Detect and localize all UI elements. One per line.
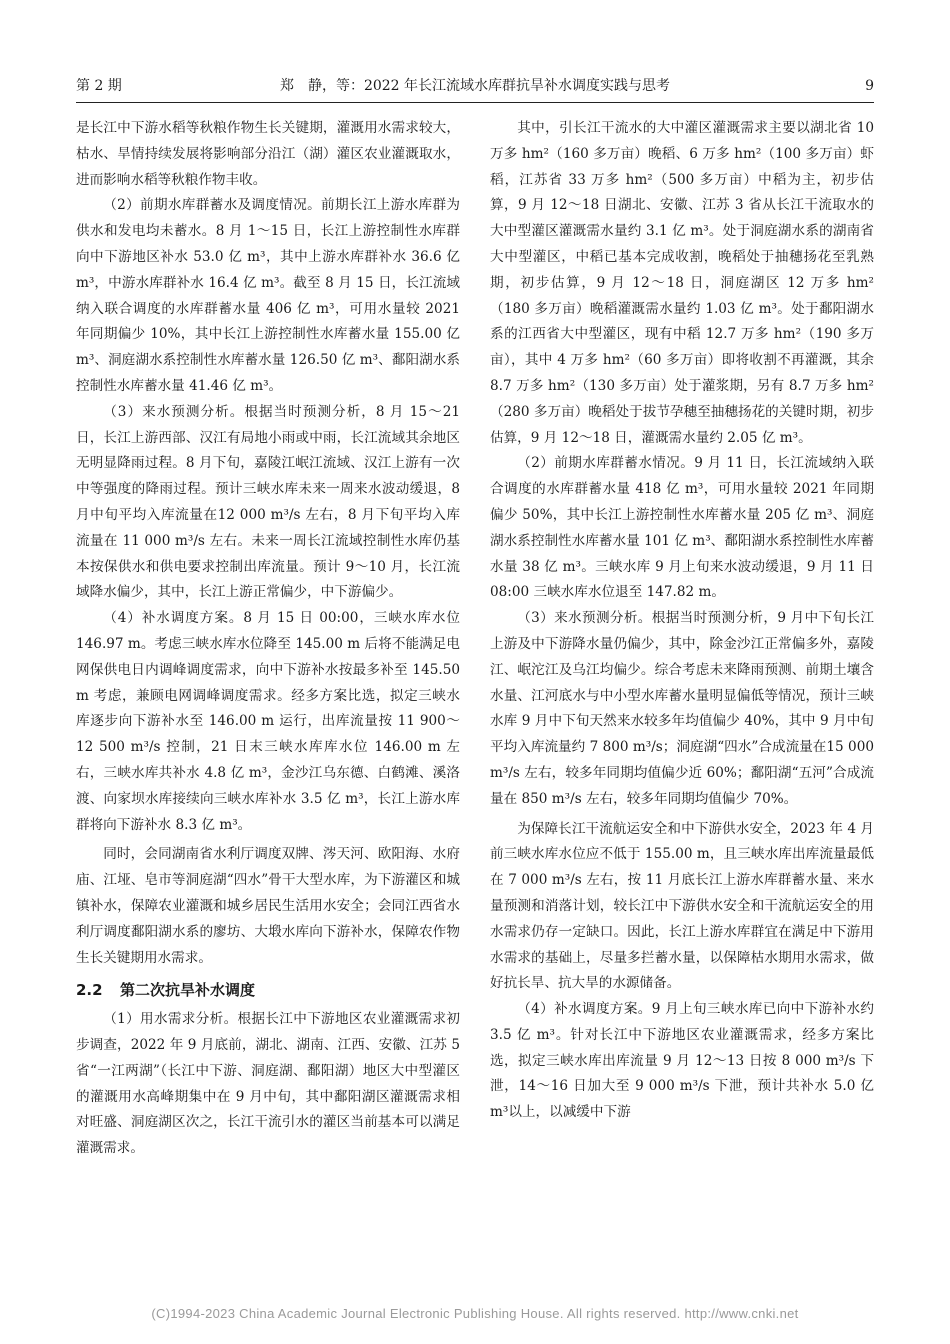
paragraph: （3）来水预测分析。根据当时预测分析，8 月 15～21 日，长江上游西部、汉江有局地小雨或中雨，长江流域其余地区无明显降雨过程。8 月下旬，嘉陵江岷江流域、汉江上游有一次中等强度的降雨过程。预计三峡水库未来一周来水波动缓退，8 月中旬平均入库流量在12 000 m³/s 左右，8 月下旬平均入库流量在 11 000 m³/s 左右。未来一周长江流域控制性水库仍基本按保供水和供电要求控制出库流量。预计 9～10 月，长江流域降水偏少，其中，长江上游正常偏少，中下游偏少。 bbox=[76, 403, 460, 601]
running-header bbox=[76, 74, 874, 98]
paragraph: 是长江中下游水稻等秋粮作物生长关键期，灌溉用水需求较大，枯水、旱情持续发展将影响部分沿江（湖）灌区农业灌溉取水，进而影响水稻等秋粮作物丰收。 bbox=[76, 120, 460, 188]
paragraph: （3）来水预测分析。根据当时预测分析，9 月中下旬长江上游及中下游降水量仍偏少，其中，除金沙江正常偏多外，嘉陵江、岷沱江及乌江均偏少。综合考虑未来降雨预测、前期土壤含水量、江河底水与中小型水库蓄水量明显偏低等情况，预计三峡水库 9 月中下旬天然来水较多年均值偏少 40%，其中 9 月中旬平均入库流量约 7 800 m³/s；洞庭湖“四水”合成流量在15 000 m³/s 左右，较多年同期均值偏少近 60%；鄱阳湖“五河”合成流量在 850 m³/s 左右，较多年同期均值偏少 70%。 bbox=[490, 610, 874, 807]
paragraph: （1）用水需求分析。根据长江中下游地区农业灌溉需求初步调查，2022 年 9 月底前，湖北、湖南、江西、安徽、江苏 5 省“一江两湖”（长江中下游、洞庭湖、鄱阳湖）地区大中型灌区的灌溉用水高峰期集中在 9 月中旬，其中鄱阳湖区灌溉需求相对旺盛、洞庭湖区次之，长江干流引水的灌区当前基本可以满足灌溉需求。 bbox=[76, 1011, 460, 1157]
copyright-footer: (C)1994-2023 China Academic Journal Electronic Publishing House. All rights reserved. http://www.cnki.net bbox=[151, 1306, 799, 1321]
header-rule bbox=[76, 102, 874, 103]
paragraph: （2）前期水库群蓄水情况。9 月 11 日，长江流域纳入联合调度的水库群蓄水量 418 亿 m³，可用水量较 2021 年同期偏少 50%，其中长江上游控制性水库蓄水量 205 亿 m³、洞庭湖水系控制性水库蓄水量 101 亿 m³、鄱阳湖水系控制性水库蓄水量 38 亿 m³。三峡水库 9 月上旬来水波动缓退，9 月 11 日 08:00 三峡水库水位退至 147.82 m。 bbox=[490, 455, 874, 601]
section-heading bbox=[76, 973, 460, 1007]
paragraph: （4）补水调度方案。9 月上旬三峡水库已向中下游补水约 3.5 亿 m³。针对长江中下游地区农业灌溉需求，经多方案比选，拟定三峡水库出库流量 9 月 12～13 日按 8 000 m³/s 下泄，14～16 日加大至 9 000 m³/s 下泄，预计共补水 5.0 亿 m³以上，以减缓中下游 bbox=[490, 1001, 874, 1121]
left-column bbox=[76, 116, 460, 1162]
paragraph: （2）前期水库群蓄水及调度情况。前期长江上游水库群为供水和发电均未蓄水。8 月 1～15 日，长江上游控制性水库群向中下游地区补水 53.0 亿 m³，其中上游水库群补水 36.6 亿 m³，中游水库群补水 16.4 亿 m³。截至 8 月 15 日，长江流域纳入联合调度的水库群蓄水量 406 亿 m³，可用水量较 2021 年同期偏少 10%，其中长江上游控制性水库蓄水量 155.00 亿 m³、洞庭湖水系控制性水库蓄水量 126.50 亿 m³、鄱阳湖水系控制性水库蓄水量 41.46 亿 m³。 bbox=[76, 197, 460, 394]
issue-number: 第 2 期 bbox=[76, 78, 122, 94]
paragraph: 为保障长江干流航运安全和中下游供水安全，2023 年 4 月前三峡水库水位应不低于 155.00 m，且三峡水库出库流量最低在 7 000 m³/s 左右，按 11 月底长江上游水库群蓄水量、来水量预测和消落计划，较长江中下游供水安全和干流航运安全的用水需求仍存一定缺口。因此，长江上游水库群宜在满足中下游用水需求的基础上，尽量多拦蓄水量，以保障枯水期用水需求，做好抗长旱、抗大旱的水源储备。 bbox=[490, 820, 874, 992]
running-title: 郑 静，等：2022 年长江流域水库群抗旱补水调度实践与思考 bbox=[279, 78, 671, 94]
paragraph: 同时，会同湖南省水利厅调度双牌、涔天河、欧阳海、水府庙、江垭、皂市等洞庭湖“四水”骨干大型水库，为下游灌区和城镇补水，保障农业灌溉和城乡居民生活用水安全；会同江西省水利厅调度鄱阳湖水系的廖坊、大塅水库向下游补水，保障农作物生长关键期用水需求。 bbox=[76, 846, 460, 966]
paragraph: 其中，引长江干流水的大中灌区灌溉需求主要以湖北省 10 万多 hm²（160 多万亩）晚稻、6 万多 hm²（100 多万亩）虾稻，江苏省 33 万多 hm²（500 多万亩）中稻为主，初步估算，9 月 12～18 日湖北、安徽、江苏 3 省从长江干流取水的大中型灌区灌溉需水量约 3.1 亿 m³。处于洞庭湖水系的湖南省大中型灌区，中稻已基本完成收割，晚稻处于抽穗扬花至乳熟期，初步估算，9 月 12～18 日，洞庭湖区 12 万多 hm²（180 多万亩）晚稻灌溉需水量约 1.03 亿 m³。处于鄱阳湖水系的江西省大中型灌区，现有中稻 12.7 万多 hm²（190 多万亩），其中 4 万多 hm²（60 多万亩）即将收割不再灌溉，其余 8.7 万多 hm²（130 多万亩）处于灌浆期，另有 8.7 万多 hm²（280 多万亩）晚稻处于拔节孕穗至抽穗扬花的关键时期，初步估算，9 月 12～18 日，灌溉需水量约 2.05 亿 m³。 bbox=[490, 120, 874, 446]
section-title: 第二次抗旱补水调度 bbox=[120, 981, 256, 1000]
right-column bbox=[490, 116, 874, 1126]
page-number: 9 bbox=[865, 78, 874, 94]
section-number: 2.2 bbox=[76, 981, 103, 1000]
paragraph: （4）补水调度方案。8 月 15 日 00:00，三峡水库水位 146.97 m。考虑三峡水库水位降至 145.00 m 后将不能满足电网保供电日内调峰调度需求，向中下游补水按最多补至 145.50 m 考虑，兼顾电网调峰调度需求。经多方案比选，拟定三峡水库逐步向下游补水至 146.00 m 运行，出库流量按 11 900～12 500 m³/s 控制，21 日末三峡水库库水位 146.00 m 左右，三峡水库共补水 4.8 亿 m³，金沙江乌东德、白鹤滩、溪洛渡、向家坝水库接续向三峡水库补水 3.5 亿 m³，长江上游水库群将向下游补水 8.3 亿 m³。 bbox=[76, 610, 460, 833]
